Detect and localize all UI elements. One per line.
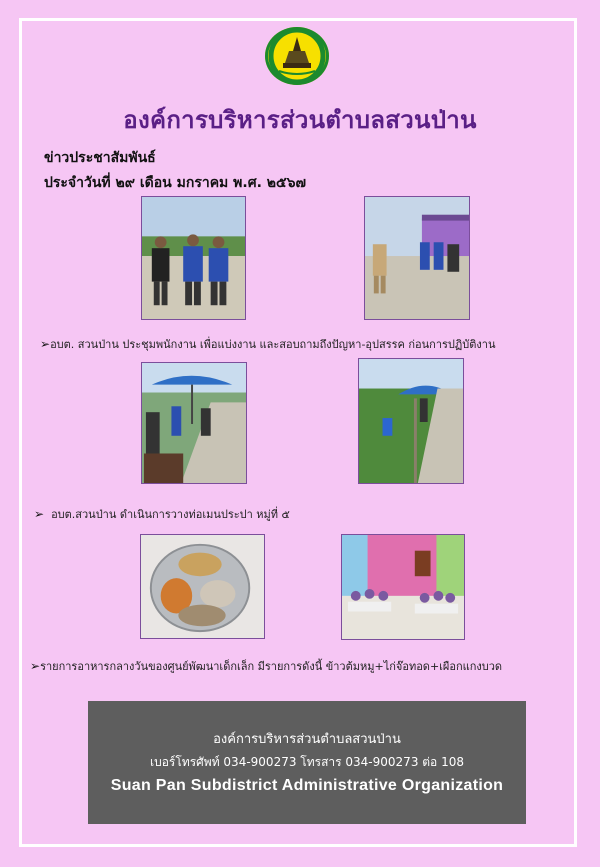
caption-2-text: อบต.สวนป่าน ดำเนินการวางท่อเมนประปา หมู่ที่ ๕	[51, 508, 290, 521]
caption-3	[30, 657, 502, 675]
caption-1-text: อบต. สวนป่าน ประชุมพนักงาน เพื่อแบ่งงาน และสอบถามถึงปัญหา-อุปสรรค ก่อนการปฏิบัติงาน	[50, 338, 496, 351]
page-title: องค์การบริหารส่วนตำบลสวนป่าน	[123, 106, 477, 134]
photo-classroom-lunch	[341, 534, 465, 640]
bullet-arrow-icon: ➢	[34, 507, 45, 521]
photo-staff-meeting-1	[141, 196, 246, 320]
contact-footer	[88, 701, 526, 824]
photo-lunch-tray	[140, 534, 265, 639]
photo-pipe-laying-1	[141, 362, 247, 484]
footer-org-english: Suan Pan Subdistrict Administrative Organization	[110, 777, 504, 794]
news-date: ประจำวันที่ ๒๙ เดือน มกราคม พ.ศ. ๒๕๖๗	[44, 175, 307, 191]
caption-1	[40, 335, 496, 353]
organization-logo	[265, 27, 329, 85]
caption-3-text: รายการอาหารกลางวันของศูนย์พัฒนาเด็กเล็ก มีรายการดังนี้ ข้าวต้มหมู+ไก่จ๊อทอด+เผือกแกงบวด	[40, 660, 503, 673]
caption-2	[34, 505, 290, 523]
news-label: ข่าวประชาสัมพันธ์	[44, 150, 156, 166]
bullet-arrow-icon: ➢	[30, 659, 41, 673]
footer-org-thai: องค์การบริหารส่วนตำบลสวนป่าน	[213, 732, 401, 747]
photo-pipe-laying-2	[358, 358, 464, 484]
photo-staff-meeting-2	[364, 196, 470, 320]
footer-phone: เบอร์โทรศัพท์ 034-900273 โทรสาร 034-900273 ต่อ 108	[150, 755, 464, 769]
bullet-arrow-icon: ➢	[40, 337, 51, 351]
